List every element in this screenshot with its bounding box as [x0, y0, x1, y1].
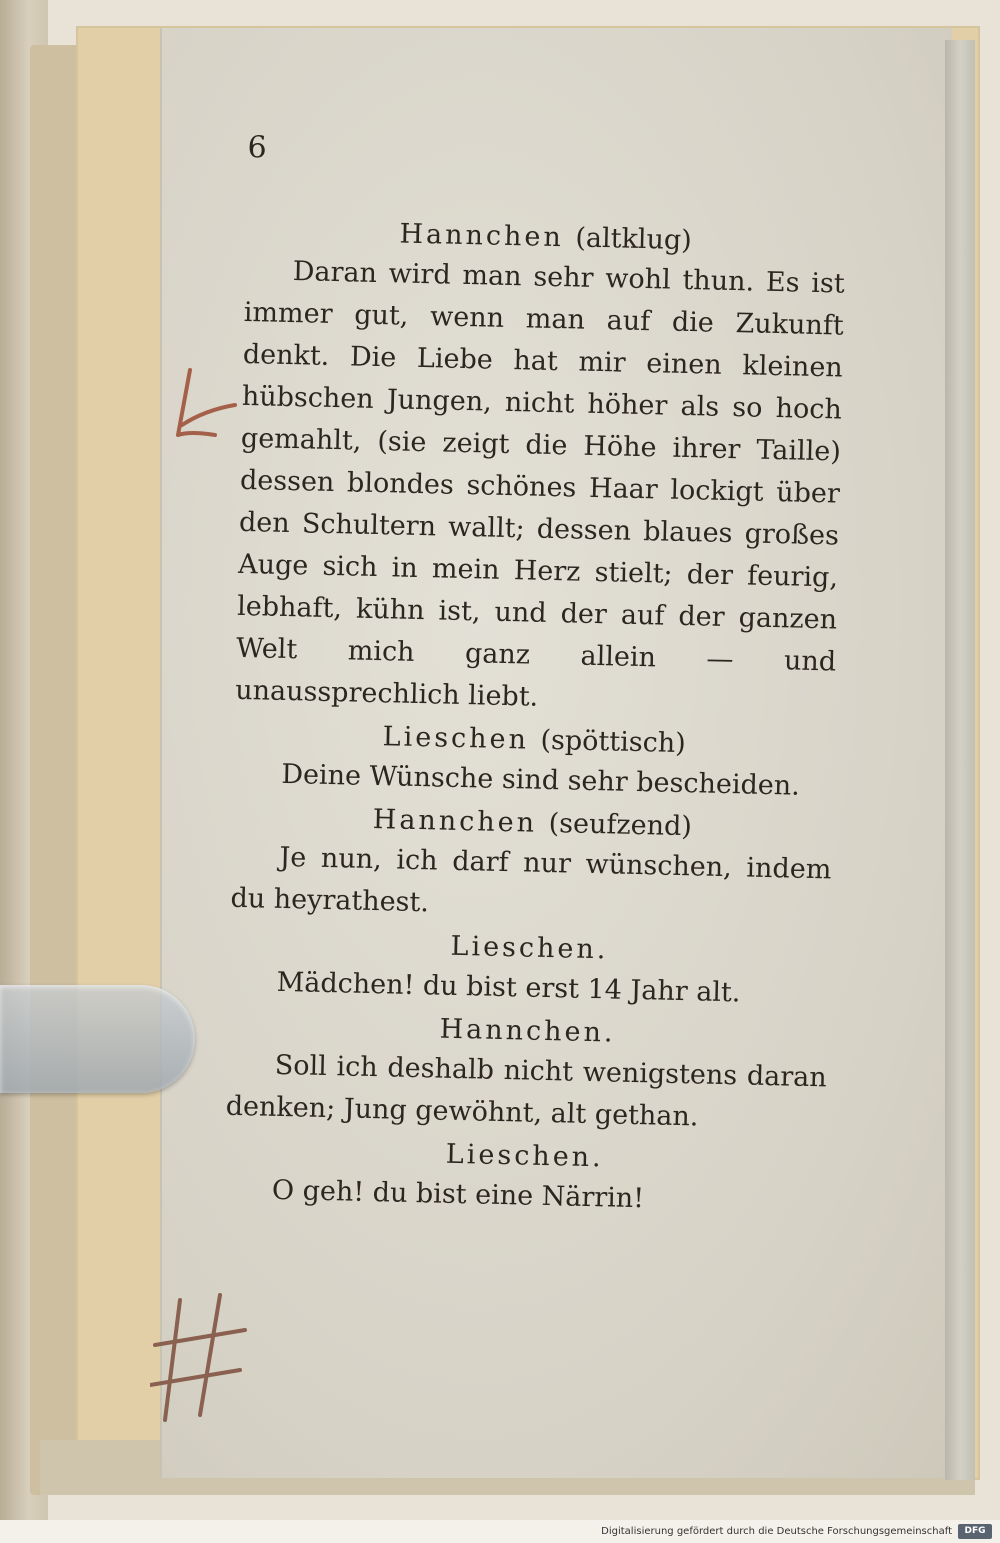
speech-text: Deine Wünsche sind sehr bescheiden. — [281, 758, 801, 802]
speaker-name: Lieschen — [382, 721, 530, 756]
speech-text: O geh! du bist eine Närrin! — [271, 1174, 645, 1215]
speech-text: Je nun, ich darf nur wünschen, indem du heyrathest. — [230, 841, 832, 919]
book-gutter — [945, 40, 975, 1480]
speaker-name: Hannchen — [372, 804, 538, 839]
stage-direction: (seufzend) — [548, 808, 693, 843]
pencil-margin-mark-icon — [160, 365, 240, 455]
speaker-name: Lieschen. — [445, 1138, 605, 1174]
plastic-bookmark-clip — [0, 985, 195, 1093]
dfg-logo-icon: DFG — [958, 1524, 992, 1539]
page-number: 6 — [247, 130, 268, 166]
speech-text: Daran wird man sehr wohl thun. Es ist immer gut, wenn man auf die Zukunft denkt. Die Liebe hat mir einen kleinen hübschen Jungen, nicht höher als so hoch gemahlt, (sie zeigt die Höhe ihrer Taille) dessen blondes schönes Haar lockigt über den Schultern wallt; dessen blaues großes Auge sich in mein Herz stielt; der feurig, lebhaft, kühn ist, und der auf der ganzen Welt mich ganz allein — und unaussprechlich liebt. — [234, 256, 846, 713]
speaker-name: Lieschen. — [450, 930, 609, 966]
speaker-name: Hannchen. — [439, 1013, 616, 1049]
stage-direction: (spöttisch) — [540, 724, 687, 760]
speaker-name: Hannchen — [399, 218, 565, 254]
hash-pencil-mark-icon — [150, 1290, 250, 1430]
speech-text: Mädchen! du bist erst 14 Jahr alt. — [276, 966, 741, 1009]
footer-credit: Digitalisierung gefördert durch die Deutsche Forschungsgemeinschaft — [601, 1526, 952, 1537]
stage-direction: (altklug) — [575, 222, 693, 257]
speech-text: Soll ich deshalb nicht wenigstens daran denken; Jung gewöhnt, alt gethan. — [225, 1049, 827, 1133]
page-text — [223, 130, 847, 1224]
